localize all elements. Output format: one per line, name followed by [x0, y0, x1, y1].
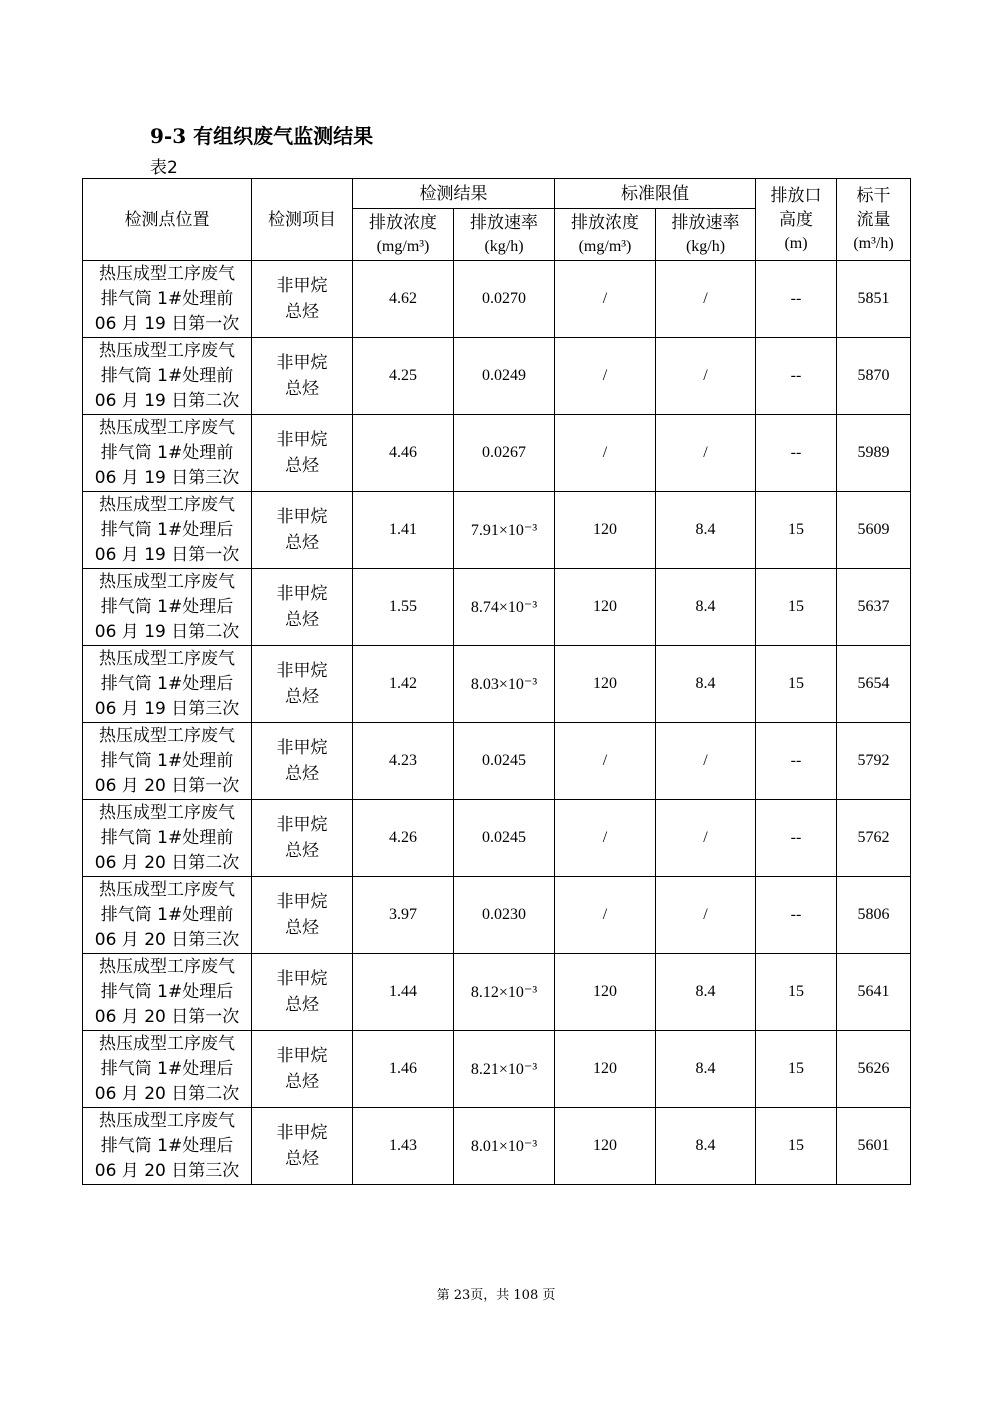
standard-concentration-cell: [555, 723, 656, 800]
item-line: 非甲烷: [276, 507, 328, 527]
flow-cell: [837, 1108, 911, 1185]
item-line: 总烃: [285, 533, 319, 553]
header-result-concentration-label: 排放浓度: [369, 212, 437, 233]
location-line: 06 月 19 日第三次: [94, 698, 240, 719]
header-result-concentration: [353, 209, 454, 261]
result-concentration-cell: [353, 877, 454, 954]
table-row: [83, 492, 911, 569]
result-rate-cell: [454, 877, 555, 954]
table-row: [83, 1031, 911, 1108]
outlet-height-cell: [756, 800, 837, 877]
header-outlet-height: [756, 179, 837, 261]
location-cell: [83, 800, 252, 877]
standard-rate-value: /: [703, 444, 708, 461]
flow-value: 5851: [857, 290, 890, 307]
result-rate-value: 8.74×10⁻³: [470, 599, 538, 616]
flow-value: 5792: [857, 752, 890, 769]
location-line: 排气筒 1#处理前: [100, 288, 234, 309]
item-line: 非甲烷: [276, 815, 328, 835]
outlet-height-cell: [756, 569, 837, 646]
result-rate-cell: [454, 723, 555, 800]
result-concentration-value: 1.41: [389, 521, 417, 538]
location-line: 热压成型工序废气: [99, 263, 235, 284]
result-concentration-value: 4.26: [389, 829, 417, 846]
standard-concentration-value: 120: [593, 1137, 617, 1154]
outlet-height-value: --: [790, 906, 802, 923]
flow-cell: [837, 723, 911, 800]
header-result-rate-unit: (kg/h): [484, 237, 524, 255]
result-rate-value: 0.0245: [482, 829, 526, 846]
standard-concentration-cell: [555, 954, 656, 1031]
flow-cell: [837, 954, 911, 1031]
standard-rate-value: 8.4: [695, 675, 716, 692]
flow-value: 5601: [857, 1137, 890, 1154]
location-cell: [83, 1031, 252, 1108]
location-line: 06 月 20 日第一次: [94, 775, 240, 796]
flow-value: 5806: [857, 906, 890, 923]
standard-concentration-cell: [555, 1031, 656, 1108]
header-result-rate: [454, 209, 555, 261]
item-line: 总烃: [285, 302, 319, 322]
result-concentration-cell: [353, 415, 454, 492]
result-rate-cell: [454, 569, 555, 646]
page-footer: 第 23页，共 108 页: [436, 1288, 556, 1303]
item-cell: [252, 954, 353, 1031]
location-line: 06 月 19 日第二次: [94, 621, 240, 642]
result-concentration-value: 4.25: [389, 367, 417, 384]
item-line: 总烃: [285, 687, 319, 707]
outlet-height-value: --: [790, 367, 802, 384]
standard-concentration-cell: [555, 877, 656, 954]
flow-value: 5762: [857, 829, 890, 846]
outlet-height-cell: [756, 261, 837, 338]
location-line: 06 月 19 日第二次: [94, 390, 240, 411]
location-cell: [83, 492, 252, 569]
standard-concentration-value: 120: [593, 521, 617, 538]
standard-rate-value: 8.4: [695, 521, 716, 538]
header-standard: 标准限值: [555, 179, 756, 209]
result-concentration-value: 4.23: [389, 752, 417, 769]
item-line: 非甲烷: [276, 430, 328, 450]
location-line: 06 月 19 日第三次: [94, 467, 240, 488]
result-concentration-cell: [353, 492, 454, 569]
header-standard-rate: [656, 209, 756, 261]
outlet-height-cell: [756, 646, 837, 723]
standard-rate-cell: [656, 800, 756, 877]
standard-rate-cell: [656, 261, 756, 338]
standard-rate-cell: [656, 1031, 756, 1108]
location-line: 热压成型工序废气: [99, 494, 235, 515]
result-rate-value: 7.91×10⁻³: [470, 522, 538, 539]
header-standard-rate-label: 排放速率: [671, 212, 740, 233]
result-rate-cell: [454, 415, 555, 492]
item-cell: [252, 338, 353, 415]
outlet-height-cell: [756, 492, 837, 569]
header-result-concentration-unit: (mg/m³): [376, 237, 430, 255]
item-cell: [252, 646, 353, 723]
item-line: 总烃: [285, 379, 319, 399]
standard-concentration-value: 120: [593, 598, 617, 615]
outlet-height-value: 15: [788, 675, 804, 692]
location-cell: [83, 723, 252, 800]
flow-value: 5870: [857, 367, 890, 384]
location-line: 06 月 20 日第三次: [94, 929, 240, 950]
result-concentration-value: 3.97: [389, 906, 417, 923]
location-line: 排气筒 1#处理前: [100, 827, 234, 848]
flow-value: 5989: [857, 444, 890, 461]
flow-value: 5626: [857, 1060, 890, 1077]
table-row: [83, 723, 911, 800]
item-line: 非甲烷: [276, 969, 328, 989]
outlet-height-value: 15: [788, 598, 804, 615]
item-line: 总烃: [285, 764, 319, 784]
location-line: 排气筒 1#处理后: [100, 981, 234, 1002]
header-outlet-height-unit: (m): [784, 234, 808, 252]
outlet-height-cell: [756, 723, 837, 800]
header-outlet-height-line2: 高度: [779, 209, 813, 230]
location-line: 热压成型工序废气: [99, 571, 235, 592]
location-cell: [83, 954, 252, 1031]
result-rate-cell: [454, 1031, 555, 1108]
item-line: 非甲烷: [276, 584, 328, 604]
result-rate-value: 0.0270: [482, 290, 526, 307]
header-flow-line2: 流量: [856, 209, 891, 230]
item-cell: [252, 261, 353, 338]
outlet-height-cell: [756, 415, 837, 492]
location-line: 06 月 19 日第一次: [94, 313, 240, 334]
result-rate-value: 8.21×10⁻³: [470, 1061, 538, 1078]
monitoring-results-table: [82, 178, 911, 1185]
item-line: 总烃: [285, 995, 319, 1015]
flow-value: 5609: [857, 521, 890, 538]
location-line: 热压成型工序废气: [99, 725, 235, 746]
standard-rate-cell: [656, 569, 756, 646]
flow-cell: [837, 646, 911, 723]
standard-concentration-cell: [555, 800, 656, 877]
standard-rate-value: 8.4: [695, 598, 716, 615]
flow-value: 5637: [857, 598, 890, 615]
standard-concentration-value: 120: [593, 1060, 617, 1077]
result-concentration-cell: [353, 1031, 454, 1108]
standard-concentration-cell: [555, 261, 656, 338]
location-line: 06 月 20 日第三次: [94, 1160, 240, 1181]
result-concentration-cell: [353, 723, 454, 800]
location-line: 热压成型工序废气: [99, 1110, 235, 1131]
outlet-height-value: 15: [788, 1137, 804, 1154]
flow-cell: [837, 569, 911, 646]
result-concentration-cell: [353, 800, 454, 877]
location-cell: [83, 338, 252, 415]
result-concentration-value: 1.44: [389, 983, 417, 1000]
outlet-height-cell: [756, 877, 837, 954]
location-line: 排气筒 1#处理前: [100, 904, 234, 925]
table-row: [83, 800, 911, 877]
item-cell: [252, 415, 353, 492]
standard-concentration-value: 120: [593, 675, 617, 692]
standard-rate-cell: [656, 338, 756, 415]
standard-concentration-value: /: [602, 906, 608, 923]
flow-cell: [837, 338, 911, 415]
location-cell: [83, 261, 252, 338]
standard-concentration-cell: [555, 338, 656, 415]
standard-rate-value: 8.4: [695, 983, 716, 1000]
header-standard-concentration-unit: (mg/m³): [578, 237, 632, 255]
standard-concentration-cell: [555, 492, 656, 569]
flow-cell: [837, 415, 911, 492]
item-line: 非甲烷: [276, 1046, 328, 1066]
table-caption: 表2: [150, 158, 178, 178]
item-line: 总烃: [285, 841, 319, 861]
standard-rate-cell: [656, 646, 756, 723]
standard-rate-cell: [656, 1108, 756, 1185]
result-concentration-cell: [353, 646, 454, 723]
item-line: 非甲烷: [276, 353, 328, 373]
header-item: 检测项目: [252, 179, 353, 261]
location-line: 热压成型工序废气: [99, 648, 235, 669]
result-concentration-value: 1.43: [389, 1137, 417, 1154]
table-row: [83, 646, 911, 723]
standard-concentration-cell: [555, 569, 656, 646]
item-cell: [252, 1108, 353, 1185]
location-line: 热压成型工序废气: [99, 340, 235, 361]
standard-rate-value: /: [703, 290, 708, 307]
standard-concentration-value: 120: [593, 983, 617, 1000]
header-outlet-height-line1: 排放口: [770, 185, 822, 206]
header-result-rate-label: 排放速率: [470, 212, 538, 233]
standard-concentration-value: /: [602, 367, 608, 384]
location-line: 排气筒 1#处理后: [100, 673, 234, 694]
outlet-height-value: 15: [788, 521, 804, 538]
outlet-height-cell: [756, 954, 837, 1031]
header-standard-concentration-label: 排放浓度: [571, 212, 639, 233]
header-results: 检测结果: [353, 179, 555, 209]
flow-cell: [837, 261, 911, 338]
item-line: 总烃: [285, 1149, 319, 1169]
result-rate-value: 0.0230: [482, 906, 526, 923]
standard-rate-value: /: [703, 752, 708, 769]
standard-rate-value: /: [703, 906, 708, 923]
location-line: 热压成型工序废气: [99, 879, 235, 900]
section-title: 9-3 有组织废气监测结果: [150, 124, 374, 148]
result-concentration-value: 4.46: [389, 444, 417, 461]
outlet-height-cell: [756, 1031, 837, 1108]
location-line: 热压成型工序废气: [99, 802, 235, 823]
header-flow-line1: 标干: [856, 185, 891, 206]
location-line: 06 月 20 日第一次: [94, 1006, 240, 1027]
result-rate-cell: [454, 800, 555, 877]
standard-concentration-cell: [555, 1108, 656, 1185]
standard-concentration-value: /: [602, 752, 608, 769]
flow-cell: [837, 492, 911, 569]
location-cell: [83, 646, 252, 723]
flow-cell: [837, 800, 911, 877]
standard-rate-value: 8.4: [695, 1137, 716, 1154]
item-line: 非甲烷: [276, 1123, 328, 1143]
outlet-height-value: --: [790, 829, 802, 846]
standard-concentration-value: /: [602, 829, 608, 846]
item-line: 总烃: [285, 1072, 319, 1092]
item-cell: [252, 569, 353, 646]
header-flow-unit: (m³/h): [853, 234, 894, 252]
result-concentration-value: 4.62: [389, 290, 417, 307]
result-rate-cell: [454, 1108, 555, 1185]
item-line: 非甲烷: [276, 661, 328, 681]
item-line: 非甲烷: [276, 276, 328, 296]
result-rate-value: 8.01×10⁻³: [470, 1138, 538, 1155]
location-line: 排气筒 1#处理前: [100, 365, 234, 386]
location-cell: [83, 877, 252, 954]
header-standard-rate-unit: (kg/h): [685, 237, 726, 255]
result-concentration-cell: [353, 261, 454, 338]
outlet-height-value: 15: [788, 1060, 804, 1077]
result-rate-value: 0.0245: [482, 752, 526, 769]
standard-rate-value: /: [703, 829, 708, 846]
result-rate-cell: [454, 954, 555, 1031]
outlet-height-value: --: [790, 752, 802, 769]
outlet-height-value: --: [790, 290, 802, 307]
flow-value: 5641: [857, 983, 890, 1000]
header-flow: [837, 179, 911, 261]
location-line: 排气筒 1#处理前: [100, 442, 234, 463]
location-line: 热压成型工序废气: [99, 417, 235, 438]
table-row: [83, 415, 911, 492]
location-cell: [83, 1108, 252, 1185]
location-line: 排气筒 1#处理后: [100, 596, 234, 617]
location-line: 06 月 19 日第一次: [94, 544, 240, 565]
table-row: [83, 877, 911, 954]
result-rate-cell: [454, 338, 555, 415]
item-line: 总烃: [285, 918, 319, 938]
outlet-height-cell: [756, 338, 837, 415]
result-concentration-cell: [353, 338, 454, 415]
standard-concentration-cell: [555, 646, 656, 723]
standard-rate-cell: [656, 954, 756, 1031]
table-row: [83, 954, 911, 1031]
table-row: [83, 569, 911, 646]
result-concentration-cell: [353, 954, 454, 1031]
standard-rate-cell: [656, 492, 756, 569]
item-line: 非甲烷: [276, 892, 328, 912]
item-cell: [252, 800, 353, 877]
location-cell: [83, 569, 252, 646]
result-rate-cell: [454, 492, 555, 569]
location-line: 热压成型工序废气: [99, 956, 235, 977]
item-cell: [252, 877, 353, 954]
result-concentration-value: 1.42: [389, 675, 417, 692]
location-line: 排气筒 1#处理后: [100, 1058, 234, 1079]
item-line: 总烃: [285, 456, 319, 476]
standard-concentration-value: /: [602, 290, 608, 307]
standard-rate-cell: [656, 415, 756, 492]
standard-rate-value: 8.4: [695, 1060, 716, 1077]
outlet-height-value: 15: [788, 983, 804, 1000]
item-cell: [252, 723, 353, 800]
outlet-height-cell: [756, 1108, 837, 1185]
item-cell: [252, 492, 353, 569]
result-concentration-value: 1.46: [389, 1060, 417, 1077]
table-body: [83, 261, 911, 1185]
flow-value: 5654: [857, 675, 890, 692]
location-line: 热压成型工序废气: [99, 1033, 235, 1054]
location-line: 排气筒 1#处理后: [100, 519, 234, 540]
item-line: 总烃: [285, 610, 319, 630]
standard-concentration-value: /: [602, 444, 608, 461]
standard-rate-cell: [656, 723, 756, 800]
item-cell: [252, 1031, 353, 1108]
result-rate-value: 0.0267: [482, 444, 526, 461]
result-rate-cell: [454, 646, 555, 723]
flow-cell: [837, 1031, 911, 1108]
location-line: 排气筒 1#处理前: [100, 750, 234, 771]
header-location: 检测点位置: [83, 179, 252, 261]
standard-rate-cell: [656, 877, 756, 954]
table-row: [83, 338, 911, 415]
location-line: 06 月 20 日第二次: [94, 1083, 240, 1104]
result-concentration-cell: [353, 1108, 454, 1185]
location-line: 06 月 20 日第二次: [94, 852, 240, 873]
location-line: 排气筒 1#处理后: [100, 1135, 234, 1156]
standard-concentration-cell: [555, 415, 656, 492]
result-rate-value: 0.0249: [482, 367, 526, 384]
header-standard-concentration: [555, 209, 656, 261]
result-concentration-cell: [353, 569, 454, 646]
result-rate-value: 8.03×10⁻³: [470, 676, 538, 693]
flow-cell: [837, 877, 911, 954]
table-row: [83, 261, 911, 338]
result-rate-cell: [454, 261, 555, 338]
outlet-height-value: --: [790, 444, 802, 461]
standard-rate-value: /: [703, 367, 708, 384]
item-line: 非甲烷: [276, 738, 328, 758]
table-row: [83, 1108, 911, 1185]
location-cell: [83, 415, 252, 492]
result-concentration-value: 1.55: [389, 598, 417, 615]
result-rate-value: 8.12×10⁻³: [470, 984, 538, 1001]
